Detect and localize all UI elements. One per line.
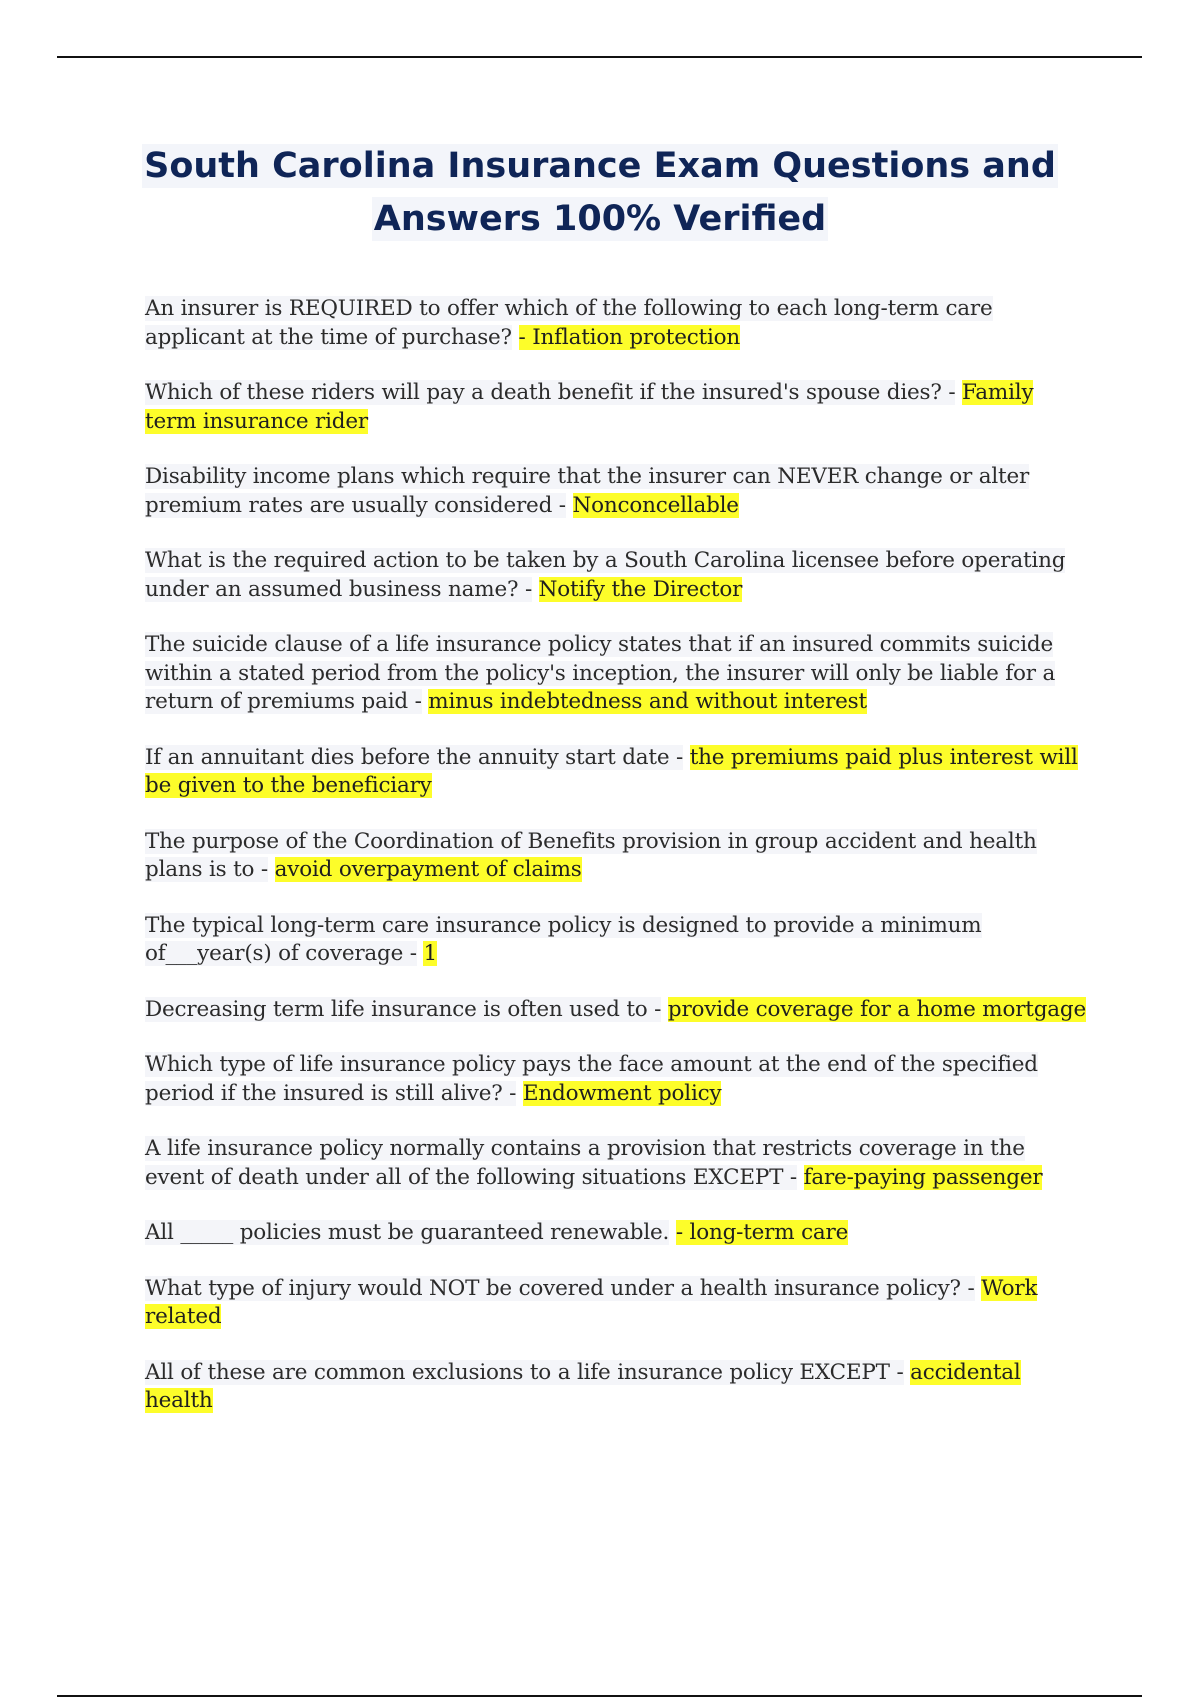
question-text: The typical long-term care insurance policy is designed to provide a minimum of___year(s) of coverage -: [145, 912, 982, 966]
question-text: If an annuitant dies before the annuity start date -: [145, 744, 684, 770]
qa-item: [145, 379, 1090, 436]
answer-highlight: Notify the Director: [538, 576, 743, 602]
qa-item: [145, 828, 1090, 885]
title-line-1: South Carolina Insurance Exam Questions and: [144, 146, 1056, 186]
qa-item: [145, 463, 1090, 520]
answer-highlight: the premiums paid plus interest will be given to the beneficiary: [145, 744, 1078, 798]
question-text: The suicide clause of a life insurance policy states that if an insured commits suicide within a stated period from the policy's inception, the insurer will only be liable for a return of premiums paid -: [145, 632, 1056, 714]
answer-highlight: - Inflation protection: [518, 324, 741, 350]
answer-highlight: Nonconcellable: [572, 492, 739, 518]
qa-item: [145, 631, 1090, 717]
answer-highlight: Family term insurance rider: [145, 380, 1034, 434]
answer-highlight: Work related: [145, 1275, 1038, 1329]
answer-highlight: minus indebtedness and without interest: [428, 689, 867, 714]
question-text: What is the required action to be taken by a South Carolina licensee before operating under an assumed business name? -: [145, 548, 1066, 602]
qa-item: [145, 912, 1090, 969]
qa-item: [145, 1359, 1090, 1416]
top-rule: [57, 56, 1142, 58]
bottom-rule: [57, 1695, 1142, 1697]
document-title: [100, 140, 1100, 246]
answer-highlight: accidental health: [145, 1359, 1021, 1413]
answer-highlight: 1: [423, 941, 437, 966]
question-text: All _____ policies must be guaranteed renewable.: [145, 1220, 670, 1245]
qa-item: [145, 547, 1090, 604]
title-line-2: Answers 100% Verified: [373, 199, 827, 239]
qa-list: [145, 295, 1090, 1443]
qa-item: [145, 1135, 1090, 1192]
question-text: Which of these riders will pay a death benefit if the insured's spouse dies? -: [145, 380, 956, 405]
question-text: Disability income plans which require that the insurer can NEVER change or alter premium rates are usually considered -: [145, 464, 1030, 518]
qa-item: [145, 744, 1090, 801]
qa-item: [145, 1051, 1090, 1108]
answer-highlight: - long-term care: [675, 1220, 849, 1245]
answer-highlight: Endowment policy: [522, 1080, 722, 1106]
question-text: The purpose of the Coordination of Benefits provision in group accident and health plans is to -: [145, 828, 1037, 882]
answer-highlight: avoid overpayment of claims: [274, 857, 582, 882]
qa-item: [145, 1275, 1090, 1332]
qa-item: [145, 295, 1090, 352]
question-text: A life insurance policy normally contains a provision that restricts coverage in the event of death under all of the following situations EXCEPT -: [145, 1136, 1025, 1190]
question-text: An insurer is REQUIRED to offer which of the following to each long-term care applicant at the time of purchase?: [145, 296, 993, 350]
answer-highlight: provide coverage for a home mortgage: [667, 996, 1086, 1022]
answer-highlight: fare-paying passenger: [803, 1164, 1043, 1190]
question-text: All of these are common exclusions to a life insurance policy EXCEPT -: [145, 1359, 904, 1385]
qa-item: [145, 996, 1090, 1025]
question-text: What type of injury would NOT be covered under a health insurance policy? -: [145, 1275, 975, 1301]
question-text: Decreasing term life insurance is often used to -: [145, 996, 662, 1022]
qa-item: [145, 1219, 1090, 1248]
question-text: Which type of life insurance policy pays the face amount at the end of the specified period if the insured is still alive? -: [145, 1052, 1038, 1106]
